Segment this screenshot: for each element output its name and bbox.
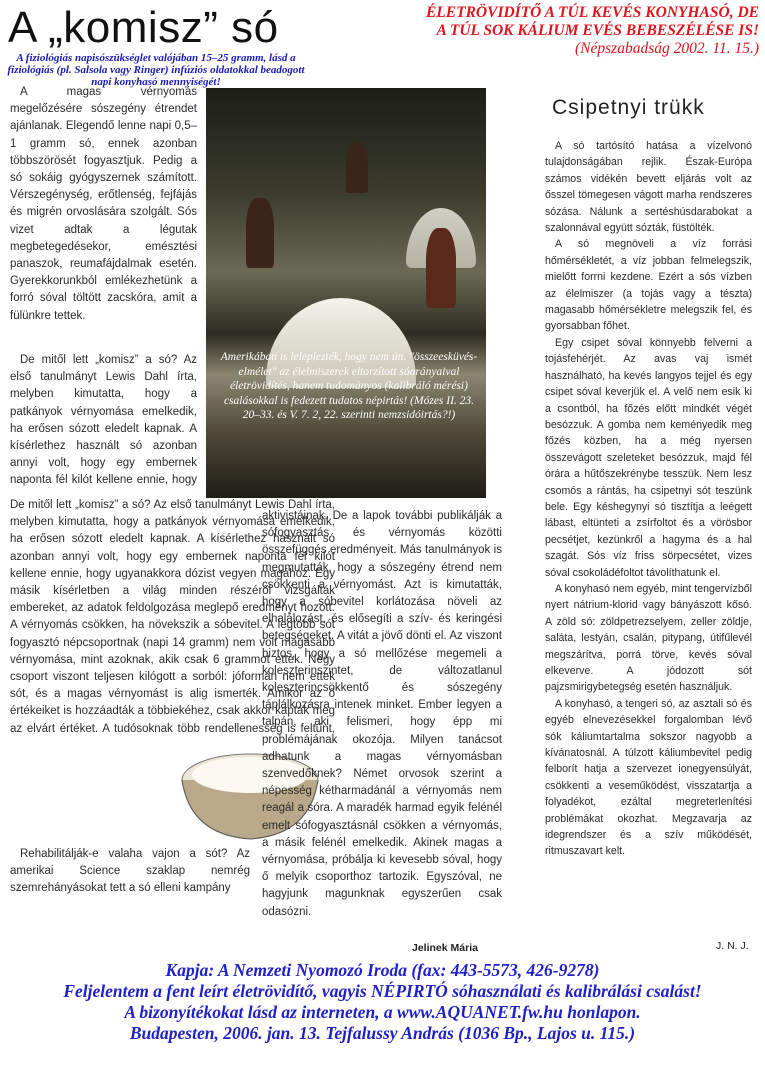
author-signature: Jelinek Mária <box>412 942 478 954</box>
footer-line-2: Feljelentem a fent leírt életrövidítő, vagyis NÉPIRTÓ sóhasználati és kalibrálási csalást! <box>63 981 702 1001</box>
middle-column <box>262 508 502 958</box>
left-column-top <box>10 84 197 325</box>
right-paragraph-4: A konyhasó nem egyéb, mint tengervízből nyert nátrium-klorid vagy bányászott kősó. A zöld só: zöldpetrezselyem, zeller zöldje, saláta, lestyán, csalán, pitypang, útifűlevél megszárítva, porrá törve, kevés sóval elkeverve. A jódozott sót pajzsmirigybetegség esetén használjuk. <box>545 582 752 694</box>
worker-figure <box>426 228 456 308</box>
blue-annotation: A fiziológiás napisószükséglet valójában 15–25 gramm, lásd a fiziológiás (pl. Salsola vagy Ringer) infúziós oldatokkal beadogott napi konyhasó mennyiségét! <box>7 52 305 88</box>
right-paragraph-2: A só megnöveli a víz forrási hőmérsékletét, a víz jobban felmelegszik, mielőtt forrni kezdene. Ezért a sós vízben az élelmiszer (a tojás vagy a tészta) magasabb hőmérsékletre melegszik fel, és gyorsabban főhet. <box>545 238 752 333</box>
article-title: A „komisz” só <box>8 3 279 52</box>
worker-figure <box>246 198 274 268</box>
footer-block <box>0 960 765 1044</box>
footer-line-3: A bizonyítékokat lásd az interneten, a www.AQUANET.fw.hu honlapon. <box>124 1002 641 1022</box>
sidebar-heading: Csipetnyi trükk <box>552 96 705 119</box>
footer-line-1: Kapja: A Nemzeti Nyomozó Iroda (fax: 443-5573, 426-9278) <box>165 960 600 980</box>
right-column <box>545 138 752 938</box>
photo-caption: Amerikában is leleplezték, hogy nem ún. "összeesküvés-elmélet" az élelmiszerek eltorzított sóarányaival életrövidítés, hanem tudományos (kalibráló mérési) csalásokkal is fedezett tudatos népirtás! (Mózes II. 23. 20–33. és V. 7. 2, 22. szerinti nemzsidóirtás?!) <box>220 351 478 421</box>
right-paragraph-3: Egy csipet sóval könnyebb felverni a tojásfehérjét. Az avas vaj ismét használható, ha kevés langyos tejjel és egy csipet sóval keverjük el. A velő nem esik ki a csontból, ha főzés előtt mindkét végét besózzuk. A gomba nem keményedik meg főzés közben, ha a még nyersen összevágott szeleteket besózzuk, majd fél órára a hűtőszekrénybe tesszük. Nem lesz csomós a rántás, ha csipetnyi sót teszünk bele. Egy késhegynyi só tisztítja a leégett lábast, eltünteti a zsírfoltot és a vörösbor pecsétjet, kezünkről a hagyma és a hal szagát. Sós víz friss sörpecsétet, vizes sóval csokoládéfoltot távolíthatunk el. <box>545 336 752 579</box>
left-paragraph-2: De mitől lett „komisz” a só? Az első tanulmányt Lewis Dahl írta, melyben kimutatta, hogy a patkányok vérnyomása emelkedik, ha erősen sózott eledelt kapnak. A kísérlethez használt só azonban annyi volt, hogy egy embernek naponta fél kilót kellene ennie, hogy <box>10 354 197 487</box>
left-column-mid <box>10 352 197 492</box>
left-paragraph-1: A magas vérnyomás megelőzésére sószegény étrendet ajánlanak. Elegendő lenne napi 0,5–1 gramm só, ennek azonban többszörösét fogyasztjuk. Pedig a só sokáig gyógyszernek számított. Vérszegénység, erőtlenség, fejfájás és migrén orvoslására szolgált. Sós vizet adtak a légutak megbetegedésekor, emésztési panaszok, reumafájdalmak esetén. Gyerekkorunkból emlékezhetünk a forró sóval töltött zacskóra, amit a fülünkre tettek. <box>10 86 197 322</box>
red-headline <box>299 4 759 58</box>
left-paragraph-3: Rehabilitálják-e valaha vajon a sót? Az amerikai Science szaklap nemrég szemrehányásokat tett a só elleni kampány <box>10 848 250 895</box>
right-paragraph-5: A konyhasó, a tengeri só, az asztali só és egyéb elnevezésekkel forgalomban lévő sók káliumtartalma sokszor nagyobb a kívánatosnál. A túlzott káliumbevitel pedig felborít hatja a szervezet ionegyensúlyát, csökkenti a veseműködést, visszatartja a folyadékot, ezáltal megreterlenítési problémákat okozhat. Megzavarja az idegrendszer és a szív működését, ritmuszavart kelt. <box>545 697 752 858</box>
left-p2-text: De mitől lett „komisz” a só? Az első tanulmányt Lewis Dahl írta, melyben kimutatta, hogy a patkányok vérnyomása emelkedik, ha erősen sózott eledelt kapnak. A kísérlethez használt só azonban annyi volt, hogy egy embernek naponta fél kilót kellene ennie, hogy ugyanakkora dózist vegyen magához. Egy másik kísérletben a világ minden részéről vizsgálták embereket, az adatok feldolgozása meglepő eredményt hozott. A vérnyomás csökken, ha növekszik a sóbevitel. A legtöbb sót fogyasztó népcsoportnak (napi 14 gramm) nem volt magasabb vérnyomása, mint azoknak, akik csak 6 grammot ettek. Négy csoport viszont teljesen kilógott a sorból: jóformán nem ettek sót, és a magas vérnyomást is alig ismerték. Amikor az ő értékeiket is hozzáadták a többiekéhez, csak akkor kapták meg az elvárt értéket. A tudósoknak több rendellenesség is feltűnt, <box>10 499 335 735</box>
left-column-bottom <box>10 846 250 946</box>
right-paragraph-1: A só tartósító hatása a vízelvonó tulajdonságában rejlik. Észak-Európa számos vidékén bevett eljárás volt az ősszel tömegesen vágott marha rendszeres sózása. Nálunk a sertéshúsdarabokat a szalonnával együtt sózták, füstölték. <box>545 140 752 235</box>
worker-figure <box>346 143 368 193</box>
sidebar-signature: J. N. J. <box>716 940 749 952</box>
middle-paragraph-1: aktivistáinak. De a lapok további publikálják a sófogyasztás és vérnyomás közötti összefüggés eredményeit. Más tanulmányok is megmutatták, hogy a sószegény étrend nem csökkenti a vérnyomást. Azt is kimutatták, hogy a sóbevitel korlátozása növeli az elhalálozást, és elősegíti a szív- és keringési betegségeket. A vitát a jövő dönti el. Az viszont biztos, hogy a só mellőzése megemeli a koleszterinszintet, de változatlanul koleszterincsökkentő és sószegény táplálkozásra intenek minket. Ember legyen a talpán, aki felismeri, hogy épp mi problémájának okozója. Milyen tanácsot adhatunk a magas vérnyomásban szenvedőknek? Német orvosok szerint a népesség kétharmadánál a vérnyomás nem reagál a sóra. A maradék harmad egyik felénél emelt sófogyasztásnál csökken a vérnyomás, a másik felénél emelkedik. Akinek magas a vérnyomása, próbálja ki kevesebb sóval, hogy ő melyik csoporthoz tartozik. Egyszóval, ne hagyjunk magunknak egyszerűen csak odasózni. <box>262 510 502 918</box>
red-headline-source: (Népszabadság 2002. 11. 15.) <box>575 40 759 57</box>
salt-harvest-photo <box>206 88 486 498</box>
red-headline-line-2: A TÚL SOK KÁLIUM EVÉS BEBESZÉLÉSE IS! <box>436 22 759 39</box>
red-headline-line-1: ÉLETRÖVIDÍTŐ A TÚL KEVÉS KONYHASÓ, DE <box>425 4 759 21</box>
footer-line-4: Budapesten, 2006. jan. 13. Tejfalussy András (1036 Bp., Lajos u. 115.) <box>129 1023 636 1043</box>
